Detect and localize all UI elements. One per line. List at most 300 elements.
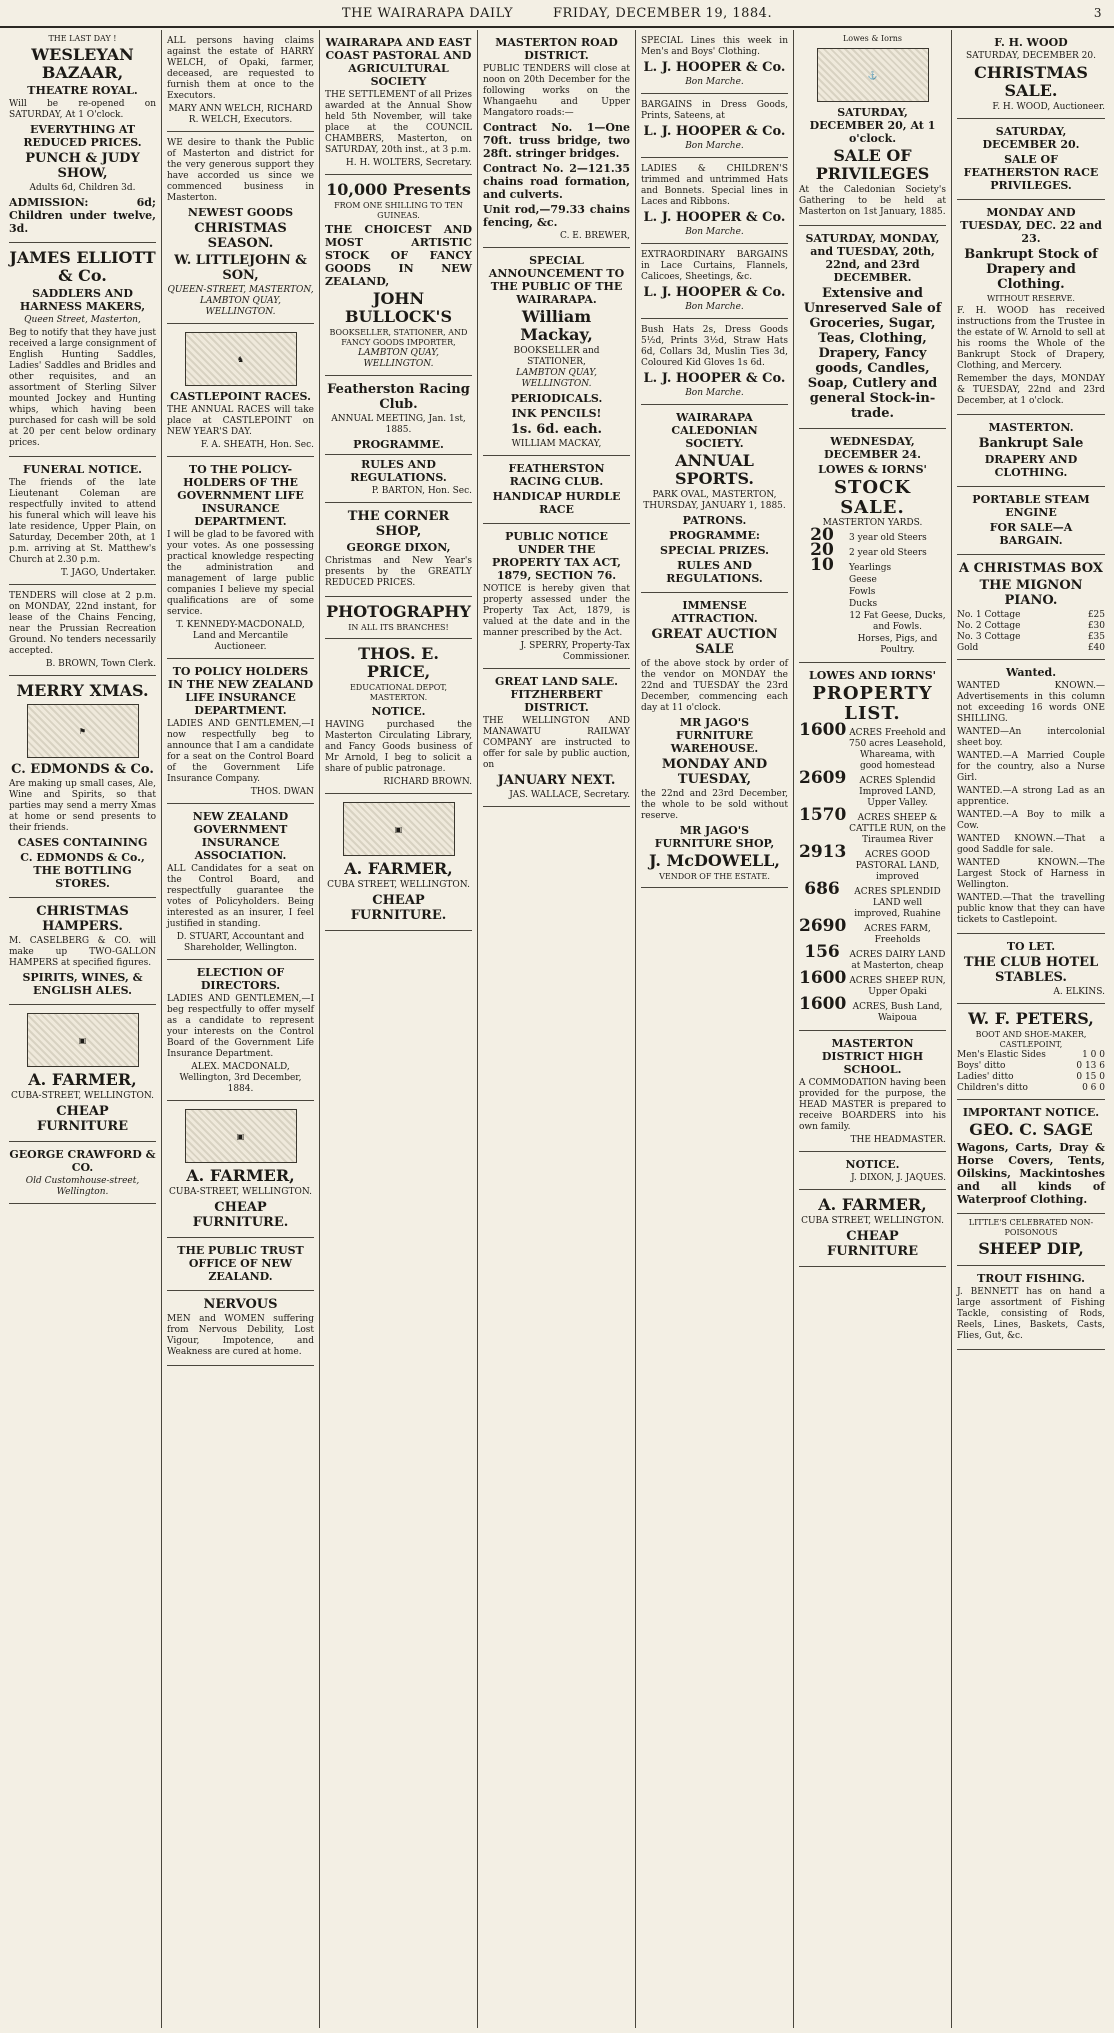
ad-signature: H. H. WOLTERS, Secretary. [345,158,472,168]
ad-title: CASTLEPOINT RACES. [170,390,311,403]
ad-firm: LOWES AND IORNS' [808,669,937,682]
item-label: Ducks [849,599,878,609]
property-acres: 686 [804,879,840,899]
ad-title: TROUT FISHING. [977,1272,1085,1285]
ad-body: PUBLIC TENDERS will close at noon on 20th December for the following works on the Whangaehu and Upper Mangatoro roads:— [483,64,630,118]
property-item [799,587,946,598]
hooper-ad-4 [641,244,788,319]
policy-holders-ad [167,457,314,659]
ad-title: W. F. PETERS, [968,1009,1094,1028]
horse-illustration: ♞ [185,332,297,386]
ad-address: CUBA STREET, WELLINGTON. [327,880,470,890]
wanted-item: WANTED.—That the travelling public know that they can have tickets to Castlepoint. [957,893,1105,925]
ad-subtitle: IN ALL ITS BRANCHES! [348,623,449,632]
ad-subheading: SPIRITS, WINES, & ENGLISH ALES. [22,971,143,997]
stock-list [799,525,946,656]
chair-illustration: ▣ [27,1013,139,1067]
column-5 [636,30,794,2028]
sheep-dip-ad [957,1214,1105,1266]
photography-ad [325,597,472,639]
ad-title: SHEEP DIP, [978,1239,1084,1258]
issue-date: FRIDAY, DECEMBER 19, 1884. [553,5,773,21]
price-value: 1 0 0 [1082,1050,1105,1060]
ad-title: THE CLUB HOTEL STABLES. [963,955,1099,985]
road-district-ad [483,30,630,248]
ad-address: Bon Marche. [685,141,744,151]
ad-body: MEN and WOMEN suffering from Nervous Debility, Lost Vigour, Impotence, and Weakness are cured at home. [167,1314,314,1357]
ad-address: Queen Street, Masterton, [24,315,141,325]
farmer-ad-4 [799,1190,946,1267]
bankrupt-sale-ad [957,415,1105,487]
nervous-ad [167,1291,314,1366]
ad-title: GREAT LAND SALE. FITZHERBERT DISTRICT. [495,675,618,714]
ad-date: SATURDAY, DECEMBER 20, At 1 o'clock. [809,106,936,145]
item-label: Fowls [849,587,876,597]
ad-signature: C. E. BREWER, [560,231,630,241]
land-sale-ad [483,669,630,807]
tender-notice [9,585,156,676]
property-acres: 156 [804,942,840,962]
ad-subheading: MR JAGO'S FURNITURE WAREHOUSE. [670,716,759,755]
farmer-ad-2 [167,1101,314,1238]
property-item [799,805,946,846]
ad-body: Remember the days, MONDAY & TUESDAY, 22nd and 23rd December, at 1 o'clock. [957,374,1105,406]
ad-slogan: CHEAP FURNITURE. [192,1200,289,1230]
chair-illustration: ▣ [343,802,455,856]
ad-subheading: PATRONS. [682,514,747,527]
ad-subtitle: C. EDMONDS & Co. [11,762,154,777]
ad-signature: T. KENNEDY-MACDONALD, Land and Mercantile Auctioneer. [176,620,305,652]
ad-address: Bon Marche. [685,227,744,237]
property-acres: 2913 [799,842,847,862]
column-7 [952,30,1110,2028]
ad-date: PARK OVAL, MASTERTON, THURSDAY, JANUARY 1, 1885. [643,490,786,511]
list-item [957,1050,1105,1061]
ad-title: MASTERTON DISTRICT HIGH SCHOOL. [821,1037,924,1076]
price-ad [325,639,472,794]
wanted-item: WANTED.—A Boy to milk a Cow. [957,810,1105,831]
property-acres: 1600 [799,968,847,988]
ad-date: SATURDAY, DECEMBER 20. [982,125,1080,151]
public-trust-ad [167,1238,314,1291]
ad-title: Wanted. [1005,666,1057,679]
ad-signature: D. STUART, Accountant and Shareholder, Wellington. [176,932,305,953]
ad-subheading: INK PENCILS! [511,407,602,420]
property-tax-notice [483,524,630,669]
list-item [957,1083,1105,1094]
ad-body: THE SETTLEMENT of all Prizes awarded at the Annual Show held 5th November, will take place at the COUNCIL CHAMBERS, Masterton, on SATURDAY, 20th inst., at 3 p.m. [325,90,472,155]
ad-subheading: PROGRAMME: [669,529,760,542]
ad-subtitle: THE MIGNON PIANO. [979,578,1083,608]
price-value: £25 [1087,610,1105,620]
funeral-notice [9,457,156,585]
ad-subheading: CASES CONTAINING [17,836,148,849]
corner-shop-ad [325,503,472,597]
ad-title: MASTERTON ROAD DISTRICT. [495,36,618,62]
ad-address: CUBA-STREET, WELLINGTON. [168,1187,313,1197]
ad-admission: ADMISSION: 6d; Children under twelve, 3d. [9,196,156,235]
ad-slogan: CHEAP FURNITURE [826,1229,919,1259]
price-label: Men's Elastic Sides [957,1050,1046,1060]
list-item [957,621,1105,632]
ad-bill: Adults 6d, Children 3d. [29,183,136,193]
ad-body: THE ANNUAL RACES will take place at CASTLEPOINT on NEW YEAR'S DAY. [167,405,314,437]
ad-kicker: F. H. WOOD [994,36,1068,49]
ad-subheading: DRAPERY AND CLOTHING. [984,453,1078,479]
ad-body: Wagons, Carts, Dray & Horse Covers, Tents, Oilskins, Mackintoshes and all kinds of Waterproof Clothing. [957,1141,1105,1206]
ad-venue: THEATRE ROYAL. [27,84,138,97]
edmonds-ad [9,676,156,898]
ad-title: A. FARMER, [28,1070,137,1089]
bankrupt-stock-ad [957,200,1105,415]
ad-date: WEDNESDAY, DECEMBER 24. [823,435,922,461]
ad-firm: L. J. HOOPER & Co. [643,210,786,225]
price-label: No. 2 Cottage [957,621,1021,631]
ad-title: A. FARMER, [818,1195,927,1214]
ad-body: ALL Candidates for a seat on the Control Board, and respectfully guarantee the votes of Policyholders. Being interested as an insurer, I feel justified in standing. [167,864,314,929]
ad-firm: LOWES & IORNS' [818,463,927,476]
ad-body: of the above stock by order of the vendor on MONDAY the 22nd and TUESDAY the 23rd December, commencing each day at 11 o'clock. [641,659,788,713]
property-acres: 1570 [799,805,847,825]
ad-signature: J. SPERRY, Property-Tax Commissioner. [520,641,630,662]
ad-kicker: IMMENSE ATTRACTION. [671,599,758,625]
ad-slogan: CHEAP FURNITURE [36,1104,129,1134]
ad-price: 1s. 6d. each. [510,422,603,437]
ad-body: ALL persons having claims against the estate of HARRY WELCH, of Opaki, farmer, deceased, are requested to furnish them at once to the Executors. [167,36,314,101]
furniture-illustration: ▣ [185,1109,297,1163]
property-acres: 2609 [799,768,847,788]
ad-title: NOTICE. [845,1158,900,1171]
property-text: ACRES SHEEP & CATTLE RUN, on the Tiraumea River [849,813,946,845]
ad-signature: B. BROWN, Town Clerk. [45,659,156,669]
property-text: ACRES Splendid Improved LAND, Upper Valley. [859,776,936,808]
ad-firm: JOHN BULLOCK'S [344,289,452,326]
ad-slogan: CHEAP FURNITURE. [350,893,447,923]
ad-title: Bankrupt Sale [978,436,1084,451]
property-list [799,720,946,1024]
ad-title: TO THE POLICY-HOLDERS OF THE GOVERNMENT LIFE INSURANCE DEPARTMENT. [177,463,304,528]
ad-title: TO POLICY HOLDERS IN THE NEW ZEALAND LIFE INSURANCE DEPARTMENT. [167,665,314,717]
ad-signature: RICHARD BROWN. [383,777,472,787]
ad-subheading: RULES AND REGULATIONS. [350,458,447,484]
item-label: Geese [849,575,877,585]
property-item [799,720,946,772]
ad-signature: JAS. WALLACE, Secretary. [509,790,630,800]
ad-body: EXTRAORDINARY BARGAINS in Lace Curtains, Flannels, Calicoes, Sheetings, &c. [641,250,788,282]
ad-subheading: HANDICAP HURDLE RACE [492,490,621,516]
property-item [799,879,946,920]
property-text: ACRES Freehold and 750 acres Leasehold, Whareama, with good homestead [849,728,946,771]
hooper-ad-5 [641,319,788,405]
price-value: £35 [1087,632,1105,642]
wanted-item: WANTED.—A strong Lad as an apprentice. [957,786,1105,807]
ad-title: PHOTOGRAPHY [326,602,471,621]
ad-trade: BOOT AND SHOE-MAKER, CASTLEPOINT, [975,1030,1087,1049]
ad-subtitle: SADDLERS AND HARNESS MAKERS, [19,287,146,313]
price-value: 0 6 0 [1082,1083,1105,1093]
property-item [799,555,946,575]
ad-title: GREAT AUCTION SALE [651,627,778,657]
featherston-club-ad [483,456,630,524]
column-3 [320,30,478,2028]
ad-contract: Unit rod,—79.33 chains fencing, &c. [483,203,630,229]
ad-title: SALE OF PRIVILEGES [815,146,930,183]
ad-title: GEORGE CRAWFORD & CO. [9,1148,156,1174]
ad-body: HAVING purchased the Masterton Circulating Library, and Fancy Goods business of Mr Arnold, I beg to solicit a share of public patronage. [325,720,472,774]
bazaar-ad [9,30,156,243]
bottle-illustration: ⚑ [27,704,139,758]
ad-body: A COMMODATION having been provided for the purpose, the HEAD MASTER is prepared to receive BOARDERS into his own family. [799,1078,946,1132]
ad-signature: A. ELKINS. [1053,987,1105,997]
masthead [0,0,1114,28]
property-item [799,842,946,883]
property-item [799,575,946,586]
ad-title: CHRISTMAS SALE. [974,63,1088,100]
column-2 [162,30,320,2028]
ad-address: LAMBTON QUAY, WELLINGTON. [200,296,281,317]
property-text: ACRES SHEEP RUN, Upper Opaki [849,976,946,997]
ad-kicker: THE LAST DAY ! [48,34,117,43]
ad-address: CUBA STREET, WELLINGTON. [801,1216,944,1226]
property-item [799,768,946,809]
ad-address: Bon Marche. [685,77,744,87]
column-6 [794,30,952,2028]
ad-body: BARGAINS in Dress Goods, Prints, Sateens, at [641,100,788,121]
ad-venue: MASTERTON YARDS. [822,518,923,528]
ad-body: LADIES AND GENTLEMEN,—I beg respectfully to offer myself as a candidate to represent your interests on the Control Board of the Government Life Insurance Department. [167,994,314,1059]
list-item [957,632,1105,643]
ad-signature-title: VENDOR OF THE ESTATE. [659,872,770,881]
ad-subheading: SPECIAL PRIZES. [660,544,769,557]
ad-title: FUNERAL NOTICE. [22,463,143,476]
item-qty: 10 [810,555,834,575]
hooper-ad-1 [641,30,788,94]
price-list [957,610,1105,654]
ad-title: THE CORNER SHOP, [347,509,450,539]
advert-columns [4,30,1110,2028]
ad-address: Bon Marche. [685,388,744,398]
ad-body: LADIES AND GENTLEMEN,—I now respectfully beg to announce that I am a candidate for a seat on the Control Board of the Government Life Insurance Company. [167,719,314,784]
ad-body: SPECIAL Lines this week in Men's and Boys' Clothing. [641,36,788,57]
price-value: 0 15 0 [1076,1072,1105,1082]
ad-signature: P. BARTON, Hon. Sec. [371,486,472,496]
ad-body: M. CASELBERG & CO. will make up TWO-GALLON HAMPERS at specified figures. [9,936,156,968]
price-label: Boys' ditto [957,1061,1006,1071]
price-value: £40 [1087,643,1105,653]
ad-when: Will be re-opened on SATURDAY, At 1 O'clock. [9,99,156,120]
hooper-ad-2 [641,94,788,158]
ad-title: FEATHERSTON RACING CLUB. [508,462,605,488]
ad-trade: BOOKSELLER, STATIONER, AND FANCY GOODS IMPORTER, [329,328,468,347]
ad-body: Bush Hats 2s, Dress Goods 5½d, Prints 3½d, Straw Hats 6d, Collars 3d, Muslin Ties 3d, Coloured Kid Gloves 1s 6d. [641,325,788,368]
ad-signature: THOS. DWAN [250,787,314,797]
ad-firm: L. J. HOOPER & Co. [643,285,786,300]
ad-firm: L. J. HOOPER & Co. [643,60,786,75]
ad-address: LAMBTON QUAY, WELLINGTON. [358,348,439,369]
property-text: ACRES, Bush Land, Waipoua [852,1002,943,1023]
ad-title: A CHRISTMAS BOX [959,561,1103,576]
list-item [957,1072,1105,1083]
ad-signature: T. JAGO, Undertaker. [61,568,156,578]
property-list-ad [799,663,946,1031]
lowes-privileges-ad [799,30,946,226]
property-text: ACRES GOOD PASTORAL LAND, improved [855,850,940,882]
ad-title: Featherston Racing Club. [327,382,470,412]
wanted-item: WANTED.—A Married Couple for the country, also a Nurse Girl. [957,751,1105,783]
hampers-ad [9,898,156,1005]
property-item [799,599,946,610]
price-list [957,1050,1105,1094]
ad-title: Bankrupt Stock of Drapery and Clothing. [964,247,1098,292]
ad-firm: W. LITTLEJOHN & SON, [174,253,307,283]
crawford-ad [9,1142,156,1204]
ad-body: F. H. WOOD has received instructions from the Trustee in the estate of W. Arnold to sell at his rooms the Whole of the Bankrupt Stock of Drapery, Clothing, and Mercery. [957,306,1105,371]
ad-kicker: LITTLE'S CELEBRATED NON-POISONOUS [968,1218,1094,1237]
ad-body: THE CHOICEST AND MOST ARTISTIC STOCK OF FANCY GOODS IN NEW ZEALAND, [325,223,472,288]
ad-subheading: PERIODICALS. [510,392,603,405]
item-label: 3 year old Steers [849,533,927,543]
ad-body: THE WELLINGTON AND MANAWATU RAILWAY COMPANY are instructed to offer for sale by public auction, on [483,716,630,770]
ad-subheading: PROGRAMME. [353,438,444,451]
ad-title: WESLEYAN BAZAAR, [31,45,134,82]
property-acres: 1600 [799,720,847,740]
ad-body: Beg to notify that they have just received a large consignment of English Hunting Saddles, Ladies' Saddles and Bridles and other requisites, and an assortment of Sterling Silver mounted Jockey and Hunting whips, which having been purchased for cash will be sold at 20 per cent below ordinary prices. [9,328,156,448]
column-4 [478,30,636,2028]
ad-body: I will be glad to be favored with your votes. As one possessing practical knowledge respecting the administration and management of large public companies I believe my special qualifications are of some service. [167,530,314,617]
price-label: Children's ditto [957,1083,1028,1093]
item-label: 12 Fat Geese, Ducks, and Fowls. [849,611,946,632]
welch-notice [167,30,314,132]
ad-title: NEW ZEALAND GOVERNMENT INSURANCE ASSOCIATION. [192,810,289,862]
stock-sale-ad [799,429,946,663]
ad-title: PORTABLE STEAM ENGINE [972,493,1090,519]
ad-firm: L. J. HOOPER & Co. [643,371,786,386]
ad-date: SATURDAY, MONDAY, and TUESDAY, 20th, 22nd, and 23rd DECEMBER. [805,232,940,284]
column-1 [4,30,162,2028]
ad-title: Extensive and Unreserved Sale of Groceries, Sugar, Teas, Clothing, Drapery, Fancy goods, Candles, Soap, Cutlery and general Stock-in-trade. [803,286,942,421]
ad-subheading: RULES AND REGULATIONS. [666,559,763,585]
steam-engine-ad [957,487,1105,555]
castlepoint-ad [167,324,314,457]
ad-body: Are making up small cases, Ale, Wine and Spirits, so that parties may send a merry Xmas at home or send presents to their friends. [9,779,156,833]
ad-address: CUBA-STREET, WELLINGTON. [10,1091,155,1101]
ad-signature: F. H. WOOD, Auctioneer. [992,102,1105,112]
property-acres: 1600 [799,994,847,1014]
ad-title: WAIRARAPA AND EAST COAST PASTORAL AND AGRICULTURAL SOCIETY [325,36,472,88]
littlejohn-ad [167,132,314,324]
ad-body: LADIES & CHILDREN'S trimmed and untrimmed Hats and Bonnets. Special lines in Laces and Ribbons. [641,164,788,207]
ad-signature: J. McDOWELL, [649,851,780,870]
ad-date: MONDAY AND TUESDAY, [661,757,768,787]
ad-subheading: MR JAGO'S FURNITURE SHOP, [654,824,775,850]
caledonian-ad [641,405,788,593]
directors-ad [167,960,314,1101]
ad-title: THOS. E. PRICE, [358,644,439,681]
page-number: 3 [1093,6,1102,20]
ad-trade: BOOKSELLER and STATIONER, [513,346,600,367]
ad-signature: MARY ANN WELCH, RICHARD R. WELCH, Executors. [168,104,313,125]
ad-kicker: TO LET. [1006,940,1056,953]
featherston-racing-ad [325,376,472,503]
list-item [957,643,1105,654]
ad-body: At the Caledonian Society's Gathering to be held at Masterton on 1st January, 1885. [799,185,946,217]
ad-title: JAMES ELLIOTT & Co. [9,248,156,285]
ad-subheading: FOR SALE—A BARGAIN. [989,521,1073,547]
ad-contract: Contract No. 1—One 70ft. truss bridge, two 28ft. stringer bridges. [483,121,630,160]
wanted-item: WANTED KNOWN.—Advertisements in this column not exceeding 16 words ONE SHILLING. [957,681,1105,724]
price-label: No. 3 Cottage [957,632,1021,642]
dixon-notice [799,1152,946,1190]
nz-policy-ad [167,659,314,804]
society-ad [325,30,472,175]
ad-body: The friends of the late Lieutenant Coleman are respectfully invited to attend his funeral which will leave his late residence, Upper Plain, on Saturday, December 20th, at 1 p.m. arriving at St. Matthew's Church at 2.30 p.m. [9,478,156,565]
ad-subheading: WITHOUT RESERVE. [987,294,1075,303]
ad-body: NOTICE is hereby given that property assessed under the Property Tax Act, 1879, is valued at the date and in the manner prescribed by the Act. [483,584,630,638]
ad-date: SATURDAY, DECEMBER 20. [966,51,1096,61]
ad-subtitle: ANNUAL SPORTS. [675,451,754,488]
lowes-extensive-ad [799,226,946,429]
trout-fishing-ad [957,1266,1105,1350]
ad-body: Christmas and New Year's presents by the GREATLY REDUCED PRICES. [325,556,472,588]
ad-body: WE desire to thank the Public of Masterton and district for the very generous support they have accorded us since we commenced business in Masterton. [167,138,314,203]
property-text: ACRES FARM, Freeholds [864,924,931,945]
ad-subtitle: ANNUAL MEETING, Jan. 1st, 1885. [331,414,466,435]
ad-title: WAIRARAPA CALEDONIAN SOCIETY. [671,411,758,450]
ad-title: SPECIAL ANNOUNCEMENT TO THE PUBLIC OF THE WAIRARAPA. [488,254,625,306]
ad-title: ELECTION OF DIRECTORS. [196,966,285,992]
ad-subheading: NEWEST GOODS [187,206,294,219]
ad-signature: THE HEADMASTER. [850,1135,946,1145]
peters-ad [957,1004,1105,1100]
property-text: ACRES DAIRY LAND at Masterton, cheap [849,950,946,971]
ad-title: CHRISTMAS SEASON. [194,221,287,251]
ad-title: MERRY XMAS. [16,681,149,700]
hooper-ad-3 [641,158,788,244]
ad-signature: F. A. SHEATH, Hon. Sec. [200,440,314,450]
ad-title: PUBLIC NOTICE UNDER THE PROPERTY TAX ACT, 1879, SECTION 76. [491,530,622,582]
farmer-ad [9,1005,156,1142]
ad-title: PROPERTY LIST. [812,683,933,724]
sage-ad [957,1100,1105,1214]
ad-firm: William Mackay, [520,307,593,344]
ad-venue: MASTERTON. [988,421,1074,434]
ad-signature: C. EDMONDS & Co., THE BOTTLING STORES. [20,851,145,890]
item-qty: 20 [810,540,834,560]
ad-body: J. BENNETT has on hand a large assortment of Fishing Tackle, consisting of Rods, Reels, Lines, Baskets, Casts, Flies, Gut, &c. [957,1287,1105,1341]
ad-date: JANUARY NEXT. [497,773,616,788]
list-item [957,610,1105,621]
price-value: £30 [1087,621,1105,631]
featherston-privileges [957,119,1105,200]
ad-title: CHRISTMAS HAMPERS. [36,904,129,934]
ad-title: A. FARMER, [186,1166,295,1185]
newspaper-title: THE WAIRARAPA DAILY [341,5,514,21]
item-label: 2 year old Steers [849,548,927,558]
ad-address: LAMBTON QUAY, WELLINGTON. [516,368,597,389]
ad-bill: EVERYTHING AT REDUCED PRICES. [23,123,142,149]
property-acres: 2690 [799,916,847,936]
mignon-piano-ad [957,555,1105,660]
ad-subtitle: FROM ONE SHILLING TO TEN GUINEAS. [334,201,463,220]
ad-title: GEO. C. SAGE [969,1120,1093,1139]
farmer-ad-3 [325,794,472,931]
ad-body: the 22nd and 23rd December, the whole to be sold without reserve. [641,789,788,821]
ad-address: QUEEN-STREET, MASTERTON, [167,285,314,295]
wood-christmas-sale [957,30,1105,119]
property-item [799,994,946,1024]
ad-address: Bon Marche. [685,302,744,312]
ad-title: STOCK SALE. [833,477,912,518]
